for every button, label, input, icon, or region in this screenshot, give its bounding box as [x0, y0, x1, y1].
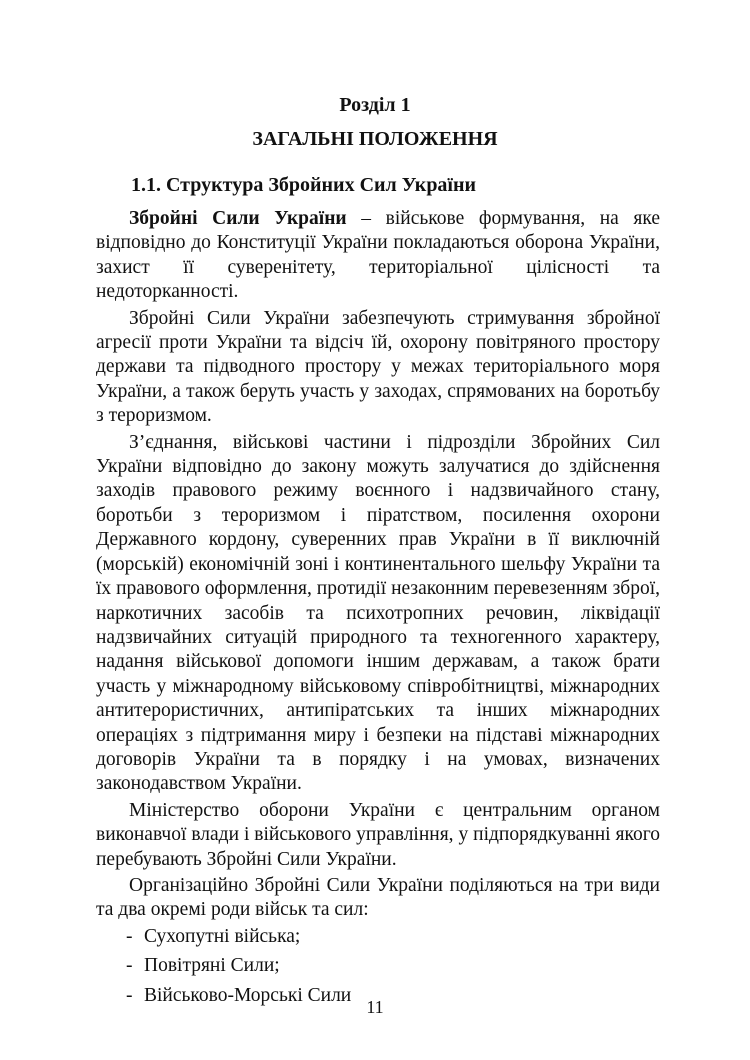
paragraph-units-involvement [96, 431, 660, 797]
paragraph-definition [96, 207, 660, 305]
list-item-text: Сухопутні війська; [144, 925, 301, 947]
paragraph-text: З’єднання, військові частини і підрозділи Збройних Сил України відповідно до закону можуть залучатися до здійснення заходів правового режиму воєнного і надзвичайного стану, боротьби з тероризмом і піратством, посилення охорони Державного кордону, суверенних прав України в її виключній (морській) економічній зоні і континентального шельфу України та їх правового оформлення, протидії незаконним перевезенням зброї, наркотичних засобів та психотропних речовин, ліквідації надзвичайних ситуацій природного та техногенного характеру, надання військової допомоги іншим державам, а також брати участь у міжнародному військовому співробітництві, міжнародних антитерористичних, антипіратських та інших міжнародних операціях з підтримання миру і безпеки на підставі міжнародних договорів України та в порядку і на умовах, визначених законодавством України. [96, 431, 660, 795]
paragraph-text: Організаційно Збройні Сили України поділяються на три види та два окремі роди військ та сил: [96, 874, 660, 921]
paragraph-ministry [96, 799, 660, 872]
list-item-text: Військово-Морські Сили [144, 984, 352, 1006]
page-number: 11 [366, 997, 384, 1017]
list-dash: - [126, 984, 133, 1006]
chapter-heading: Розділ 1 [339, 94, 411, 116]
paragraph-text: Міністерство оборони України є центральним органом виконавчої влади і військового управління, у підпорядкуванні якого перебувають Збройні Сили України. [96, 799, 660, 870]
paragraph-organization [96, 874, 660, 923]
defined-term: Збройні Сили України [129, 208, 347, 229]
list-dash: - [126, 925, 133, 947]
list-item [126, 925, 660, 949]
chapter-title: ЗАГАЛЬНІ ПОЛОЖЕННЯ [252, 128, 498, 150]
list-item-text: Повітряні Сили; [144, 955, 280, 977]
list-item [126, 954, 660, 978]
list-dash: - [126, 955, 133, 977]
paragraph-text: – військове формування, на яке відповідно до Конституції України покладаються оборона України, захист її суверенітету, територіальної цілісності та недоторканності. [96, 208, 661, 303]
body-text [96, 207, 660, 1013]
paragraph-text: Збройні Сили України забезпечують стримування збройної агресії проти України та відсіч їй, охорону повітряного простору держави та підводного простору у межах територіального моря України, а також беруть участь у заходах, спрямованих на боротьбу з тероризмом. [96, 307, 660, 427]
section-heading: 1.1. Структура Збройних Сил України [131, 174, 477, 196]
paragraph-deterrence [96, 307, 660, 429]
branches-list [96, 925, 660, 1008]
